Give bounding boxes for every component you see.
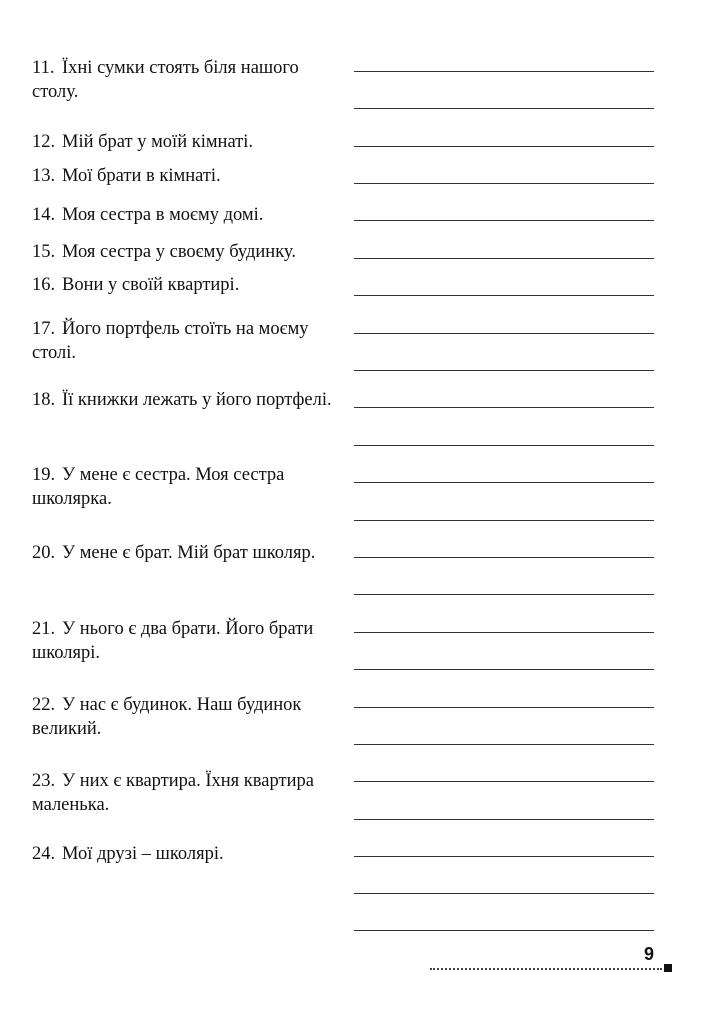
answer-line[interactable] (354, 707, 654, 708)
answer-line[interactable] (354, 856, 654, 857)
answer-line[interactable] (354, 407, 654, 408)
sentence-number: 17. (32, 319, 56, 339)
sentence-24 (32, 842, 342, 866)
footer-dotted-rule (430, 968, 662, 970)
sentence-23 (32, 769, 342, 817)
sentence-text: Її книжки лежать у його портфелі. (62, 390, 332, 410)
sentence-22 (32, 693, 342, 741)
answer-line[interactable] (354, 594, 654, 595)
sentence-20 (32, 541, 342, 565)
answer-line[interactable] (354, 893, 654, 894)
sentence-15 (32, 240, 342, 264)
answer-line[interactable] (354, 744, 654, 745)
sentence-number: 11. (32, 58, 55, 78)
sentence-text: У мене є брат. Мій брат школяр. (62, 543, 316, 563)
answer-line[interactable] (354, 258, 654, 259)
sentence-number: 15. (32, 242, 56, 262)
sentence-11 (32, 56, 342, 104)
answer-line[interactable] (354, 819, 654, 820)
sentence-17 (32, 317, 342, 365)
sentence-number: 18. (32, 390, 56, 410)
answer-line[interactable] (354, 669, 654, 670)
sentence-text: Їхні сумки стоять біля нашого столу. (32, 58, 299, 102)
answer-line[interactable] (354, 333, 654, 334)
sentence-number: 21. (32, 619, 56, 639)
sentence-text: Моя сестра в моєму домі. (62, 205, 264, 225)
sentence-text: У них є квартира. Їхня квартира маленька. (32, 771, 314, 815)
sentence-text: Його портфель стоїть на моєму столі. (32, 319, 309, 363)
answer-line[interactable] (354, 445, 654, 446)
sentence-text: У нього є два брати. Його брати школярі. (32, 619, 314, 663)
answer-line[interactable] (354, 930, 654, 931)
answer-line[interactable] (354, 370, 654, 371)
answer-line[interactable] (354, 146, 654, 147)
answer-line[interactable] (354, 482, 654, 483)
sentence-number: 16. (32, 275, 56, 295)
answer-line[interactable] (354, 632, 654, 633)
page-number: 9 (644, 944, 655, 964)
answer-line[interactable] (354, 557, 654, 558)
sentence-13 (32, 164, 342, 188)
sentence-14 (32, 203, 342, 227)
answer-line[interactable] (354, 108, 654, 109)
sentence-19 (32, 463, 342, 511)
answer-line[interactable] (354, 781, 654, 782)
answer-line[interactable] (354, 520, 654, 521)
answer-line[interactable] (354, 71, 654, 72)
sentence-text: У нас є будинок. Наш будинок великий. (32, 695, 302, 739)
sentence-number: 24. (32, 844, 56, 864)
sentence-number: 19. (32, 465, 56, 485)
sentence-number: 13. (32, 166, 56, 186)
sentence-number: 22. (32, 695, 56, 715)
sentence-18 (32, 388, 342, 412)
sentence-text: Моя сестра у своєму будинку. (62, 242, 296, 262)
answer-line[interactable] (354, 183, 654, 184)
sentence-text: Мої друзі – школярі. (62, 844, 224, 864)
sentence-number: 14. (32, 205, 56, 225)
sentence-text: Мій брат у моїй кімнаті. (62, 132, 254, 152)
answer-line[interactable] (354, 220, 654, 221)
sentence-text: Мої брати в кімнаті. (62, 166, 221, 186)
footer-square-marker (664, 964, 672, 972)
sentence-21 (32, 617, 342, 665)
sentence-number: 23. (32, 771, 56, 791)
sentence-16 (32, 273, 342, 297)
sentence-number: 12. (32, 132, 56, 152)
sentence-text: У мене є сестра. Моя сестра школярка. (32, 465, 285, 509)
answer-line[interactable] (354, 295, 654, 296)
sentence-number: 20. (32, 543, 56, 563)
sentence-12 (32, 130, 342, 154)
sentence-text: Вони у своїй квартирі. (62, 275, 240, 295)
